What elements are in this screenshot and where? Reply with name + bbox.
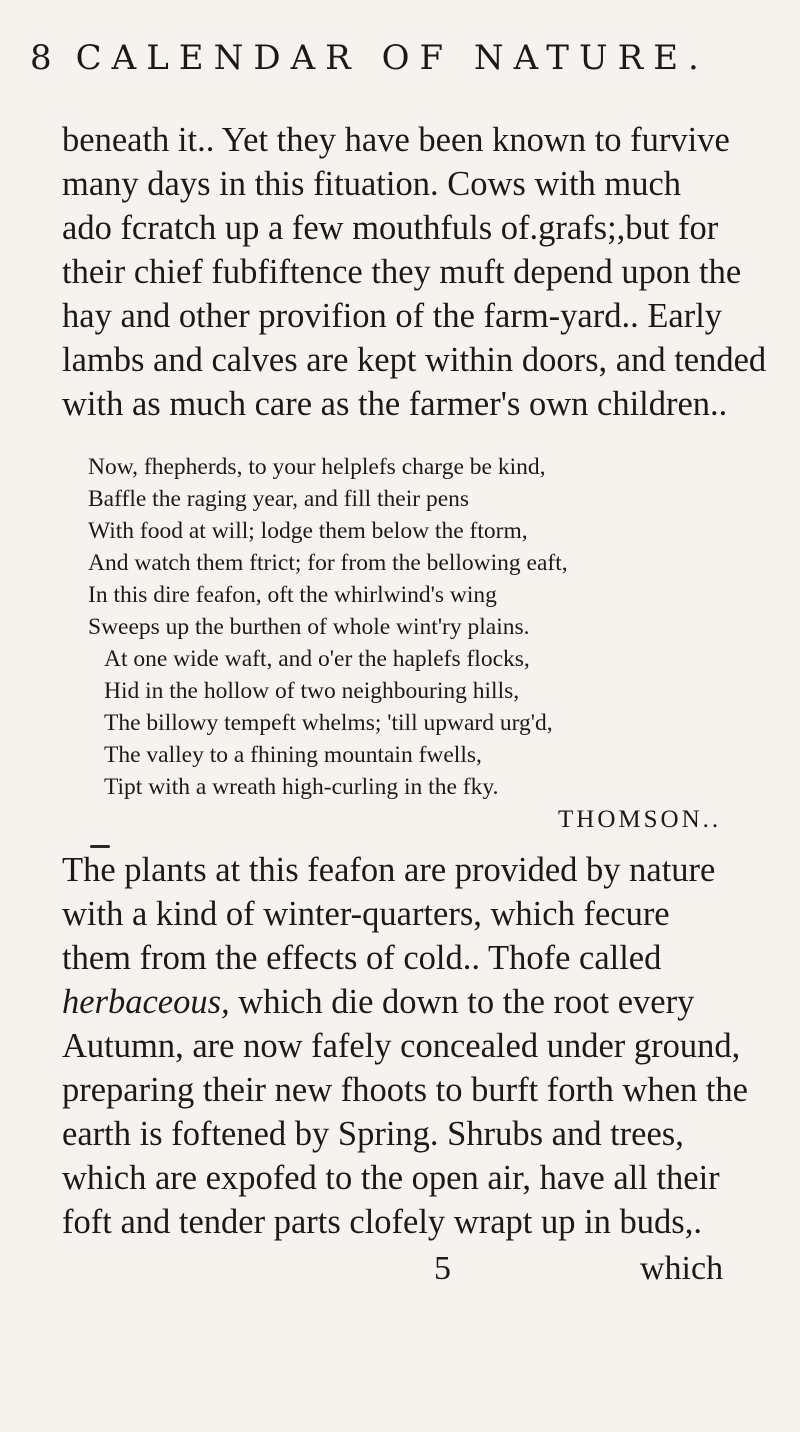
verse-line: Tipt with a wreath high-curling in the fky. xyxy=(104,774,499,800)
verse-line: And watch them ftrict; for from the bellowing eaft, xyxy=(88,550,568,576)
prose-line: with as much care as the farmer's own children.. xyxy=(62,385,728,423)
prose-line: their chief fubfiftence they muft depend upon the xyxy=(62,253,742,291)
prose-line: ado fcratch up a few mouthfuls of.grafs;,but for xyxy=(62,209,719,247)
prose-line: foft and tender parts clofely wrapt up in buds,. xyxy=(62,1203,702,1241)
prose-line: Autumn, are now fafely concealed under ground, xyxy=(62,1027,741,1065)
verse-line: The valley to a fhining mountain fwells, xyxy=(104,742,482,768)
verse-line: In this dire feafon, oft the whirlwind's wing xyxy=(88,582,497,608)
prose-line: lambs and calves are kept within doors, and tended xyxy=(62,341,767,379)
prose-line: them from the effects of cold.. Thofe called xyxy=(62,939,662,977)
running-head xyxy=(30,38,709,78)
page-number: 8 xyxy=(30,38,52,78)
prose-line: with a kind of winter-quarters, which fecure xyxy=(62,895,670,933)
verse-line: Hid in the hollow of two neighbouring hills, xyxy=(104,678,520,704)
prose-line-rest: which die down to the root every xyxy=(229,983,695,1021)
prose-line: preparing their new fhoots to burft forth when the xyxy=(62,1071,748,1109)
catchword: which xyxy=(640,1250,724,1287)
prose-line: earth is foftened by Spring. Shrubs and trees, xyxy=(62,1115,684,1153)
verse-line: Sweeps up the burthen of whole wint'ry plains. xyxy=(88,614,530,640)
verse-attribution: THOMSON.. xyxy=(558,806,722,833)
prose-line xyxy=(62,980,694,1024)
verse-line: With food at will; lodge them below the ftorm, xyxy=(88,518,528,544)
prose-line: which are expofed to the open air, have all their xyxy=(62,1159,720,1197)
running-title: CALENDAR OF NATURE. xyxy=(75,38,709,78)
italic-term: herbaceous, xyxy=(62,983,230,1021)
verse-line: At one wide waft, and o'er the haplefs flocks, xyxy=(104,646,530,672)
verse-line: Baffle the raging year, and fill their pens xyxy=(88,486,470,512)
prose-line: The plants at this feafon are provided by nature xyxy=(62,851,716,889)
prose-line: beneath it.. Yet they have been known to furvive xyxy=(62,121,730,159)
verse-line: Now, fhepherds, to your helplefs charge be kind, xyxy=(88,454,546,480)
verse-line: The billowy tempeft whelms; 'till upward urg'd, xyxy=(104,710,553,736)
prose-line: hay and other provifion of the farm-yard.. Early xyxy=(62,297,723,335)
signature-mark: 5 xyxy=(434,1250,451,1287)
prose-line: many days in this fituation. Cows with much xyxy=(62,165,682,203)
